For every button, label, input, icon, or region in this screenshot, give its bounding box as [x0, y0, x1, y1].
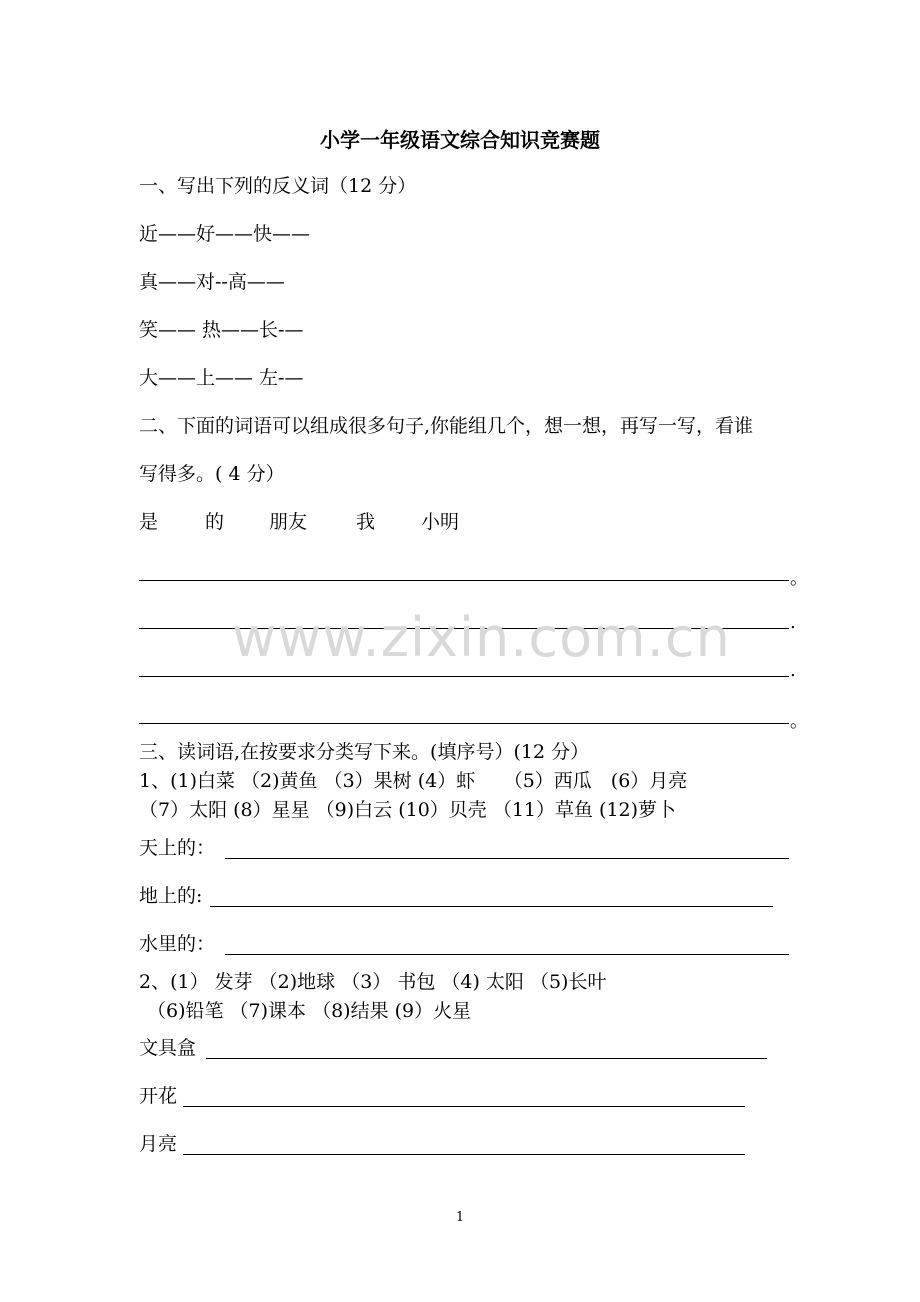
blank-ending: 。: [790, 711, 808, 732]
category-label-flowering: 开花: [139, 1085, 178, 1107]
word-item: 是: [139, 511, 159, 533]
section2-heading-line2: 写得多。( 4 分）: [139, 463, 285, 485]
page-title: 小学一年级语文综合知识竞赛题: [320, 128, 600, 152]
category-label-water: 水里的：: [139, 933, 216, 955]
blank-ending: 。: [790, 568, 808, 589]
blank-ending: .: [790, 612, 796, 633]
category-label-pencil-box: 文具盒: [139, 1037, 197, 1059]
q1-words-line2: （7）太阳 (8）星星 （9)白云 (10）贝壳 （11）草鱼 (12)萝卜: [139, 799, 677, 821]
sentence-blank-1[interactable]: [139, 580, 789, 581]
sentence-blank-4[interactable]: [139, 723, 789, 724]
section3-heading: 三、读词语,在按要求分类写下来。(填序号）(12 分）: [139, 741, 590, 763]
answer-blank-pencil-box[interactable]: [206, 1058, 767, 1059]
q1-words-line1: 1、(1)白菜 （2)黄鱼 （3）果树 (4）虾 （5）西瓜 (6）月亮: [139, 770, 688, 792]
category-label-sky: 天上的：: [139, 837, 216, 859]
answer-blank-sky[interactable]: [225, 858, 789, 859]
category-label-ground: 地上的:: [139, 885, 203, 907]
answer-blank-ground[interactable]: [210, 906, 773, 907]
page-number: 1: [455, 1210, 465, 1225]
antonym-row-1: 近——好——快——: [139, 223, 311, 245]
answer-blank-moon[interactable]: [183, 1154, 745, 1155]
word-item: 我: [356, 511, 376, 533]
word-item: 朋友: [269, 511, 308, 533]
answer-blank-flowering[interactable]: [183, 1106, 745, 1107]
antonym-row-4: 大——上—— 左-—: [139, 367, 304, 389]
sentence-blank-3[interactable]: [139, 676, 789, 677]
watermark: www.zixin.com.cn: [232, 606, 731, 669]
category-label-moon: 月亮: [139, 1133, 178, 1155]
word-item: 的: [205, 511, 225, 533]
blank-ending: .: [790, 660, 796, 681]
q2-words-line2: （6)铅笔 （7)课本 （8)结果 (9）火星: [147, 1000, 472, 1022]
q2-words-line1: 2、(1） 发芽 （2)地球 （3） 书包 （4) 太阳 （5)长叶: [139, 971, 607, 993]
section2-heading-line1: 二、下面的词语可以组成很多句子,你能组几个，想一想，再写一写，看谁: [139, 415, 754, 437]
word-item: 小明: [421, 511, 460, 533]
section1-heading: 一、写出下列的反义词（12 分）: [139, 175, 417, 197]
antonym-row-2: 真——对--高——: [139, 271, 285, 293]
answer-blank-water[interactable]: [225, 954, 789, 955]
antonym-row-3: 笑—— 热——长-—: [139, 319, 304, 341]
